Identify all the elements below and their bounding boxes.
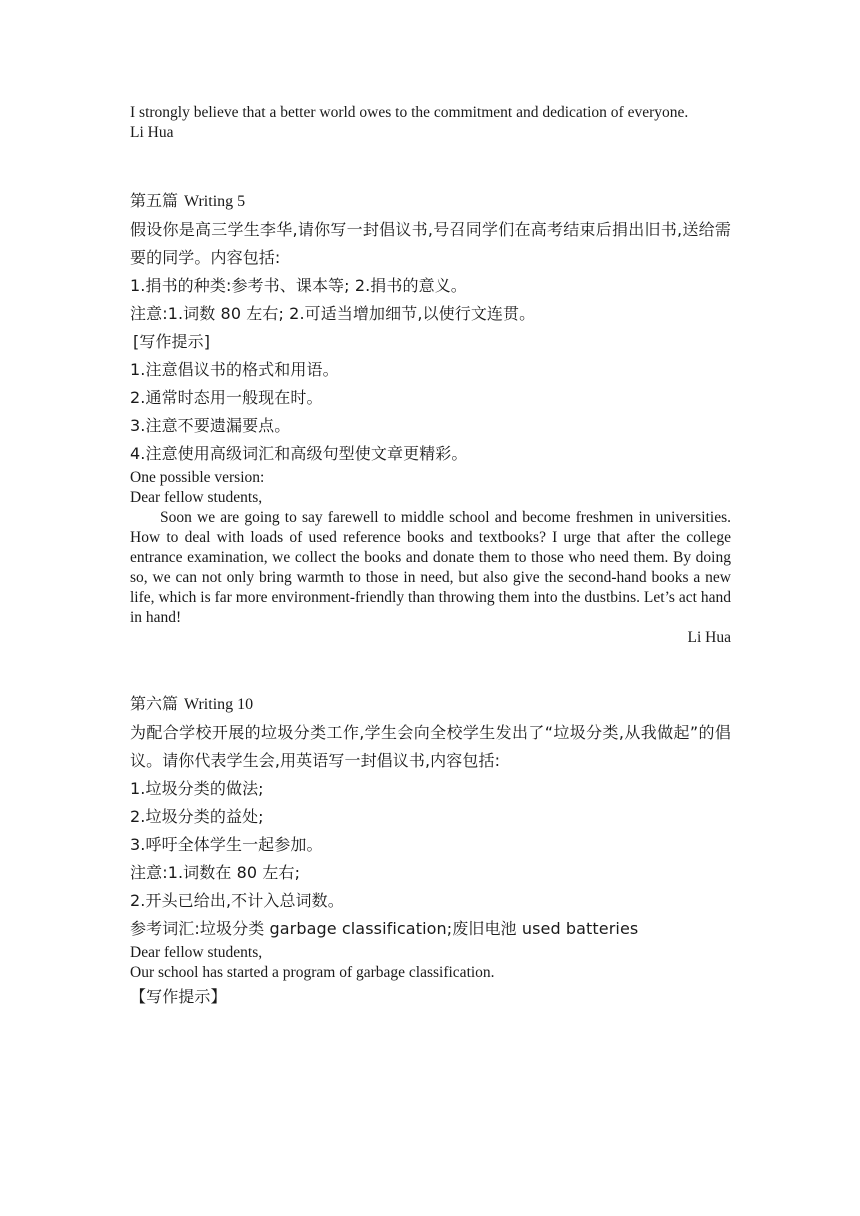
section-five-greeting: Dear fellow students,	[130, 489, 263, 506]
section-five-prompt: 假设你是高三学生李华,请你写一封倡议书,号召同学们在高考结束后捐出旧书,送给需要的同学。内容包括:	[130, 220, 731, 267]
section-six-title-en: Writing 10	[184, 696, 254, 713]
section-five-title-en: Writing 5	[184, 193, 246, 210]
section-six-item-2: 2.垃圾分类的益处;	[130, 807, 264, 826]
section-five-note: 注意:1.词数 80 左右; 2.可适当增加细节,以使行文连贯。	[130, 304, 536, 323]
section-five-title-zh: 第五篇	[130, 191, 179, 210]
section-six-vocabulary: 参考词汇:垃圾分类 garbage classification;废旧电池 used batteries	[130, 919, 639, 938]
document-page	[130, 103, 731, 1011]
section-five-version-label: One possible version:	[130, 469, 265, 486]
section-six-tips-label: 【写作提示】	[130, 987, 227, 1006]
section-six-item-1: 1.垃圾分类的做法;	[130, 779, 264, 798]
section-five-tip-4: 4.注意使用高级词汇和高级句型使文章更精彩。	[130, 444, 468, 463]
section-five-tip-3: 3.注意不要遗漏要点。	[130, 416, 291, 435]
section-five-content-item: 1.捐书的种类:参考书、课本等; 2.捐书的意义。	[130, 276, 467, 295]
signature: Li Hua	[130, 124, 174, 141]
section-six-item-3: 3.呼吁全体学生一起参加。	[130, 835, 323, 854]
section-six-title-zh: 第六篇	[130, 694, 179, 713]
section-five-tip-2: 2.通常时态用一般现在时。	[130, 388, 323, 407]
spacer	[130, 648, 731, 690]
closing-sentence: I strongly believe that a better world owes to the commitment and dedication of everyone.	[130, 104, 689, 121]
section-five-body: Soon we are going to say farewell to middle school and become freshmen in universities. How to deal with loads of used reference books and textbooks? I urge that after the college entrance examination, we collect the books and donate them to those who need them. By doing so, we can not only bring warmth to those in need, but also give the second-hand books a new life, which is far more environment-friendly than throwing them into the dustbins. Let’s act hand in hand!	[130, 509, 731, 626]
section-five-tip-1: 1.注意倡议书的格式和用语。	[130, 360, 339, 379]
spacer	[130, 143, 731, 187]
section-six-title	[130, 690, 731, 719]
section-five-signature: Li Hua	[687, 629, 731, 646]
section-six-note-2: 2.开头已给出,不计入总词数。	[130, 891, 344, 910]
section-five-tips-label: [写作提示]	[133, 332, 211, 351]
section-six-opening: Our school has started a program of garbage classification.	[130, 964, 495, 981]
section-six-greeting: Dear fellow students,	[130, 944, 263, 961]
section-five-title	[130, 187, 731, 216]
section-six-note-1: 注意:1.词数在 80 左右;	[130, 863, 301, 882]
section-six-prompt: 为配合学校开展的垃圾分类工作,学生会向全校学生发出了“垃圾分类,从我做起”的倡议。请你代表学生会,用英语写一封倡议书,内容包括:	[130, 723, 731, 770]
